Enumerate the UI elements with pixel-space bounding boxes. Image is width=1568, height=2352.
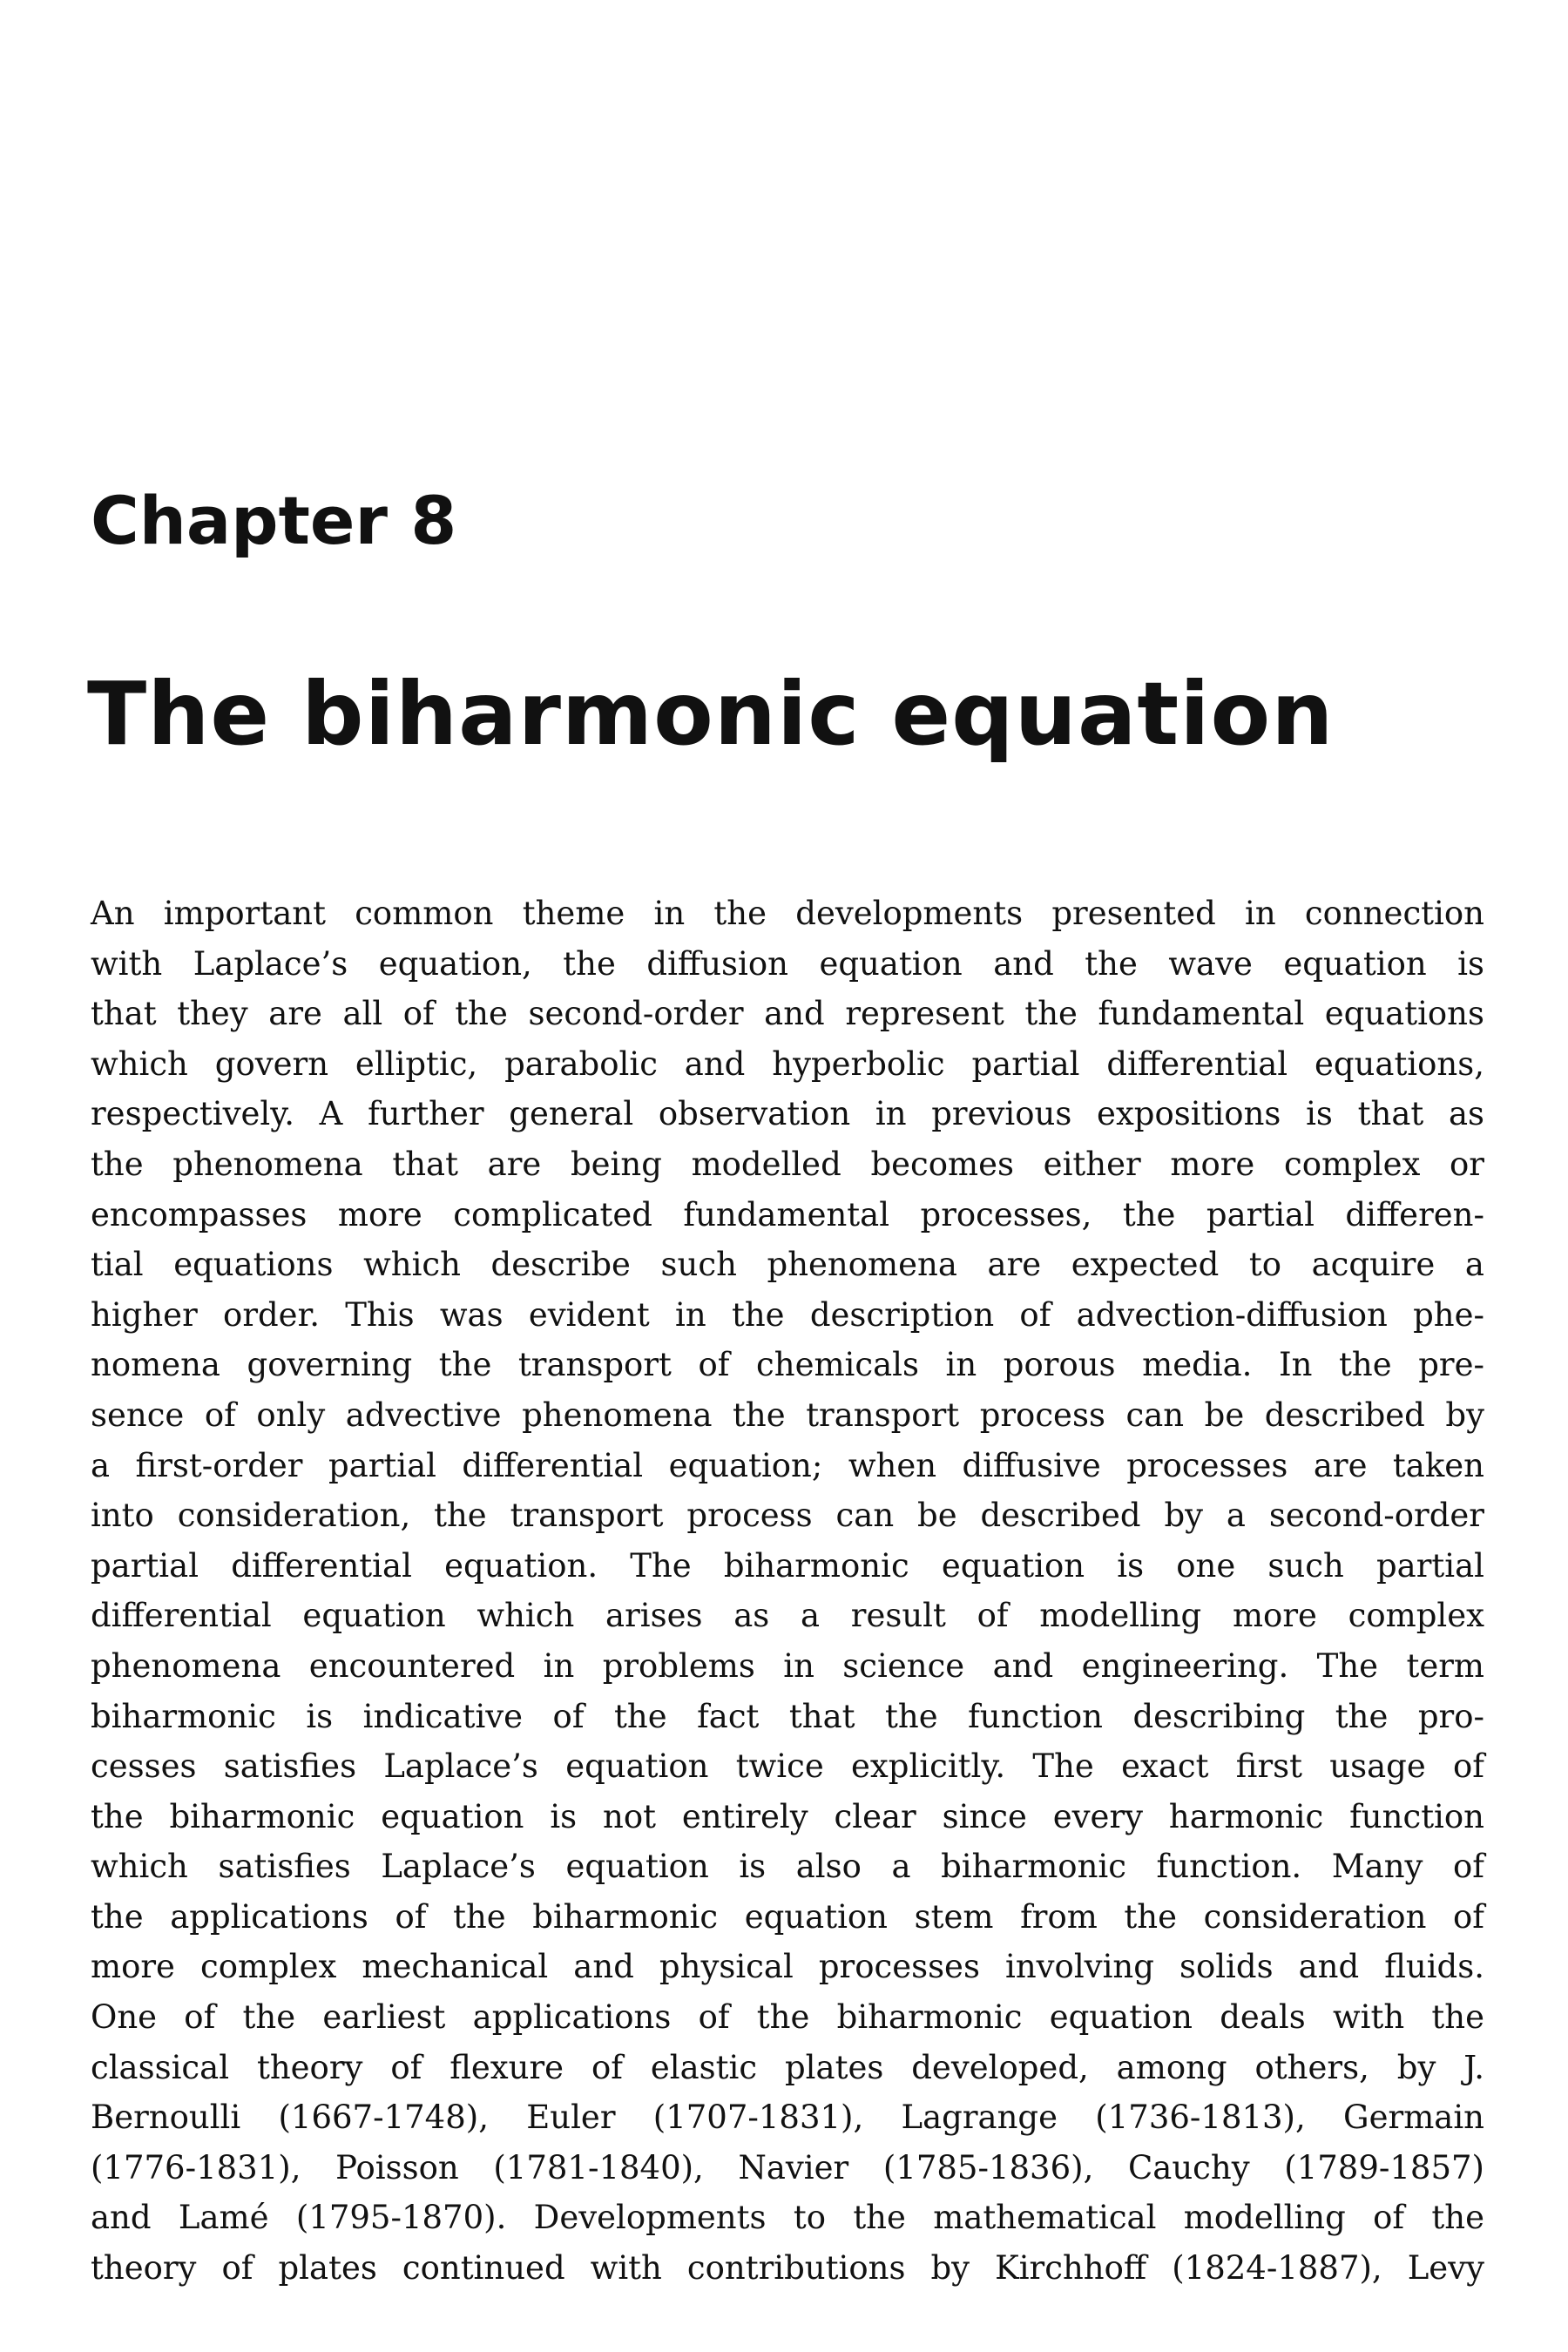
- text-line: a first-order partial differential equation; when diffusive processes are taken: [91, 1446, 1484, 1484]
- text-line: more complex mechanical and physical processes involving solids and fluids.: [91, 1948, 1484, 1986]
- text-line: differential equation which arises as a result of modelling more complex: [91, 1597, 1484, 1635]
- chapter-label: Chapter 8: [91, 482, 457, 559]
- text-line: An important common theme in the developments presented in connection: [91, 895, 1484, 932]
- text-line: into consideration, the transport process can be described by a second-order: [91, 1497, 1484, 1535]
- text-line: that they are all of the second-order and represent the fundamental equations: [91, 995, 1484, 1033]
- text-line: the applications of the biharmonic equation stem from the consideration of: [91, 1897, 1484, 1936]
- text-line: classical theory of flexure of elastic plates developed, among others, by J.: [91, 2048, 1484, 2086]
- text-line: biharmonic is indicative of the fact that the function describing the pro-: [91, 1697, 1484, 1735]
- text-line: cesses satisfies Laplace’s equation twice explicitly. The exact first usage of: [91, 1747, 1484, 1786]
- body-paragraph: [91, 889, 1484, 2294]
- text-line: (1776-1831), Poisson (1781-1840), Navier (1785-1836), Cauchy (1789-1857): [91, 2148, 1484, 2186]
- text-line: encompasses more complicated fundamental processes, the partial differen-: [91, 1195, 1484, 1233]
- text-line: with Laplace’s equation, the diffusion equation and the wave equation is: [91, 944, 1484, 983]
- text-line: One of the earliest applications of the biharmonic equation deals with the: [91, 1998, 1484, 2037]
- text-line: which satisfies Laplace’s equation is also a biharmonic function. Many of: [91, 1848, 1484, 1886]
- chapter-title: The biharmonic equation: [87, 663, 1335, 765]
- text-line: the biharmonic equation is not entirely clear since every harmonic function: [91, 1797, 1484, 1835]
- text-line: nomena governing the transport of chemicals in porous media. In the pre-: [91, 1346, 1484, 1384]
- text-line: higher order. This was evident in the description of advection-diffusion phe-: [91, 1295, 1484, 1334]
- text-line: which govern elliptic, parabolic and hyperbolic partial differential equations,: [91, 1044, 1484, 1083]
- text-line: respectively. A further general observation in previous expositions is that as: [91, 1095, 1484, 1133]
- text-line: tial equations which describe such phenomena are expected to acquire a: [91, 1246, 1484, 1284]
- text-line: Bernoulli (1667-1748), Euler (1707-1831), Lagrange (1736-1813), Germain: [91, 2099, 1484, 2137]
- text-line: partial differential equation. The biharmonic equation is one such partial: [91, 1546, 1484, 1585]
- text-line: and Lamé (1795-1870). Developments to the mathematical modelling of the: [91, 2199, 1484, 2237]
- text-line: theory of plates continued with contributions by Kirchhoff (1824-1887), Levy: [91, 2249, 1484, 2288]
- text-line: phenomena encountered in problems in science and engineering. The term: [91, 1646, 1484, 1685]
- text-line: sence of only advective phenomena the transport process can be described by: [91, 1396, 1484, 1434]
- text-line: the phenomena that are being modelled becomes either more complex or: [91, 1145, 1484, 1183]
